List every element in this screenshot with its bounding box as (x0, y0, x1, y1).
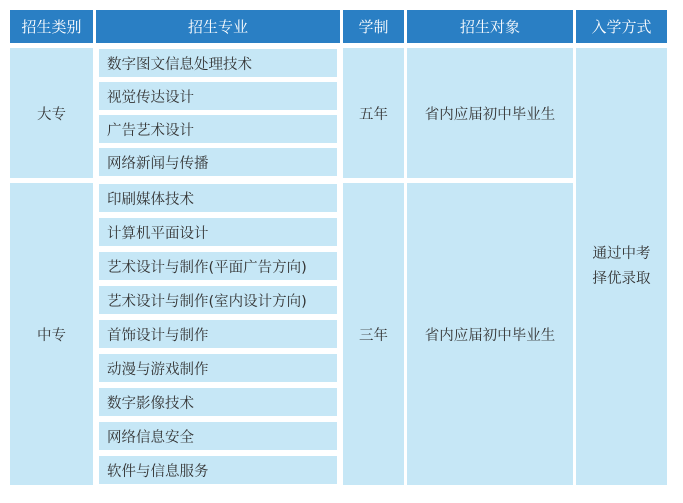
major-cell: 艺术设计与制作(平面广告方向) (99, 252, 337, 280)
target-cell-zhongzhuan: 省内应届初中毕业生 (407, 183, 573, 485)
target-cell-dazhuan: 省内应届初中毕业生 (407, 48, 573, 178)
major-cell: 网络新闻与传播 (99, 148, 337, 176)
major-cell: 数字图文信息处理技术 (99, 49, 337, 77)
header-target: 招生对象 (407, 10, 573, 43)
major-cell: 艺术设计与制作(室内设计方向) (99, 286, 337, 314)
major-cell: 网络信息安全 (99, 422, 337, 450)
duration-cell-zhongzhuan: 三年 (343, 183, 404, 485)
major-cell: 视觉传达设计 (99, 82, 337, 110)
major-cell: 数字影像技术 (99, 388, 337, 416)
major-cell: 软件与信息服务 (99, 456, 337, 484)
major-cell: 计算机平面设计 (99, 218, 337, 246)
duration-cell-dazhuan: 五年 (343, 48, 404, 178)
admission-line-2: 择优录取 (592, 270, 651, 287)
major-cell: 动漫与游戏制作 (99, 354, 337, 382)
admission-line-1: 通过中考 (592, 245, 651, 262)
major-cell: 首饰设计与制作 (99, 320, 337, 348)
header-duration: 学制 (343, 10, 404, 43)
header-category: 招生类别 (10, 10, 93, 43)
header-admission: 入学方式 (576, 10, 667, 43)
category-cell-dazhuan: 大专 (10, 48, 93, 178)
admission-cell (576, 48, 667, 485)
major-cell: 印刷媒体技术 (99, 184, 337, 212)
category-cell-zhongzhuan: 中专 (10, 183, 93, 485)
major-cell: 广告艺术设计 (99, 115, 337, 143)
header-major: 招生专业 (96, 10, 340, 43)
